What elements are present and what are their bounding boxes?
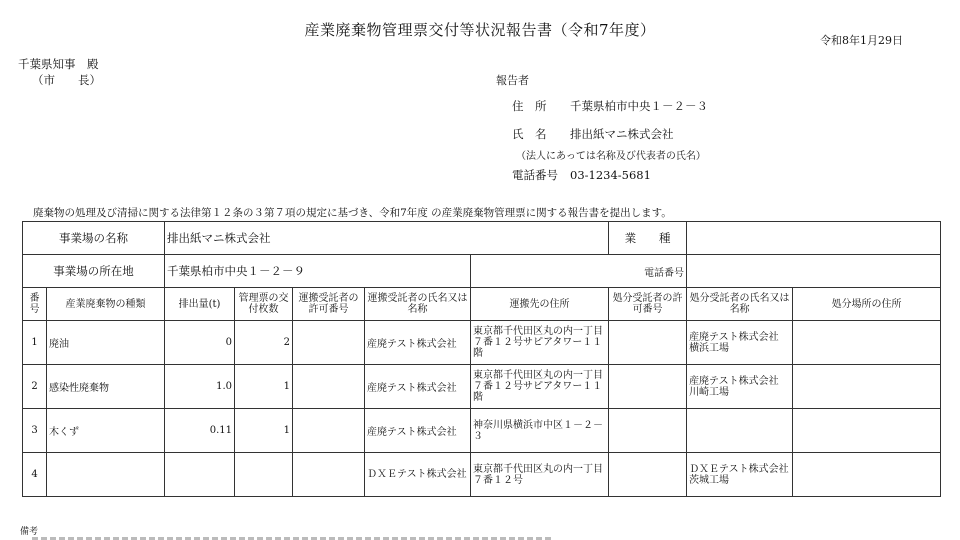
- row-amount: 0.11: [165, 409, 235, 453]
- col-disp-addr: 処分場所の住所: [793, 288, 941, 321]
- site-tel-label: 電話番号: [471, 255, 687, 288]
- col-count: 管理票の交付枚数: [235, 288, 293, 321]
- col-disp-permit: 処分受託者の許可番号: [609, 288, 687, 321]
- remarks-label: 備考: [20, 527, 39, 537]
- industry-label: 業 種: [609, 222, 687, 255]
- row-disp-addr: [793, 453, 941, 497]
- row-dest: 東京都千代田区丸の内一丁目７番１２号サピアタワー１１階: [471, 321, 609, 365]
- row-count: [235, 453, 293, 497]
- reporter-tel: 03-1234-5681: [570, 168, 651, 182]
- row-amount: 1.0: [165, 365, 235, 409]
- row-trans-permit: [293, 453, 365, 497]
- col-disp-name: 処分受託者の氏名又は名称: [687, 288, 793, 321]
- row-disp-name: 産廃テスト株式会社 川崎工場: [687, 365, 793, 409]
- table-row: [23, 365, 941, 409]
- row-disp-name: 産廃テスト株式会社 横浜工場: [687, 321, 793, 365]
- reporter-address-row: [512, 98, 708, 114]
- row-type: [47, 453, 165, 497]
- reporter-tel-row: [512, 167, 651, 183]
- site-location-row: [23, 255, 941, 288]
- row-no: 1: [23, 321, 47, 365]
- site-name-row: [23, 222, 941, 255]
- col-no: 番号: [23, 288, 47, 321]
- row-type: 廃油: [47, 321, 165, 365]
- row-count: 1: [235, 409, 293, 453]
- table-row: [23, 409, 941, 453]
- row-disp-addr: [793, 321, 941, 365]
- industry-value: [687, 222, 941, 255]
- row-disp-permit: [609, 409, 687, 453]
- reporter-name: 排出紙マニ株式会社: [570, 127, 674, 141]
- report-table: [22, 221, 941, 497]
- row-disp-name: ＤＸＥテスト株式会社 茨城工場: [687, 453, 793, 497]
- row-type: 木くず: [47, 409, 165, 453]
- row-disp-name: [687, 409, 793, 453]
- col-type: 産業廃棄物の種類: [47, 288, 165, 321]
- col-dest: 運搬先の住所: [471, 288, 609, 321]
- site-name-label: 事業場の名称: [23, 222, 165, 255]
- row-disp-permit: [609, 453, 687, 497]
- row-type: 感染性廃棄物: [47, 365, 165, 409]
- site-location: 千葉県柏市中央１－２－９: [165, 255, 471, 288]
- addressee-line2: （市 長）: [32, 73, 101, 87]
- row-dest: 東京都千代田区丸の内一丁目７番１２号: [471, 453, 609, 497]
- reporter-note: （法人にあっては名称及び代表者の氏名）: [516, 151, 706, 162]
- row-trans-name: ＤＸＥテスト株式会社: [365, 453, 471, 497]
- row-no: 2: [23, 365, 47, 409]
- reporter-label: 報告者: [496, 74, 529, 87]
- site-name: 排出紙マニ株式会社: [165, 222, 609, 255]
- col-trans-permit: 運搬受託者の許可番号: [293, 288, 365, 321]
- row-dest: 神奈川県横浜市中区１－２－３: [471, 409, 609, 453]
- row-disp-addr: [793, 365, 941, 409]
- table-header-row: [23, 288, 941, 321]
- row-disp-permit: [609, 365, 687, 409]
- reporter-name-label: 氏 名: [512, 127, 547, 141]
- row-count: 2: [235, 321, 293, 365]
- reporter-name-row: [512, 126, 674, 142]
- intro-text: 廃棄物の処理及び清掃に関する法律第１２条の３第７項の規定に基づき、令和7年度 の産業廃棄物管理票に関する報告書を提出します。: [33, 207, 672, 219]
- row-no: 4: [23, 453, 47, 497]
- page-title: 産業廃棄物管理票交付等状況報告書（令和7年度）: [304, 21, 656, 39]
- row-no: 3: [23, 409, 47, 453]
- row-count: 1: [235, 365, 293, 409]
- reporter-address: 千葉県柏市中央１－２－３: [570, 99, 708, 113]
- row-trans-name: 産廃テスト株式会社: [365, 409, 471, 453]
- row-trans-permit: [293, 321, 365, 365]
- addressee-line1: 千葉県知事 殿: [18, 57, 99, 71]
- table-row: [23, 453, 941, 497]
- row-disp-permit: [609, 321, 687, 365]
- table-row: [23, 321, 941, 365]
- row-trans-permit: [293, 365, 365, 409]
- row-trans-name: 産廃テスト株式会社: [365, 321, 471, 365]
- report-date: 令和8年1月29日: [820, 34, 903, 47]
- row-amount: [165, 453, 235, 497]
- col-amount: 排出量(t): [165, 288, 235, 321]
- site-location-label: 事業場の所在地: [23, 255, 165, 288]
- row-amount: 0: [165, 321, 235, 365]
- row-dest: 東京都千代田区丸の内一丁目７番１２号サピアタワー１１階: [471, 365, 609, 409]
- row-disp-addr: [793, 409, 941, 453]
- reporter-address-label: 住 所: [512, 99, 547, 113]
- row-trans-name: 産廃テスト株式会社: [365, 365, 471, 409]
- site-tel: [687, 255, 941, 288]
- col-trans-name: 運搬受託者の氏名又は名称: [365, 288, 471, 321]
- reporter-tel-label: 電話番号: [512, 168, 558, 182]
- row-trans-permit: [293, 409, 365, 453]
